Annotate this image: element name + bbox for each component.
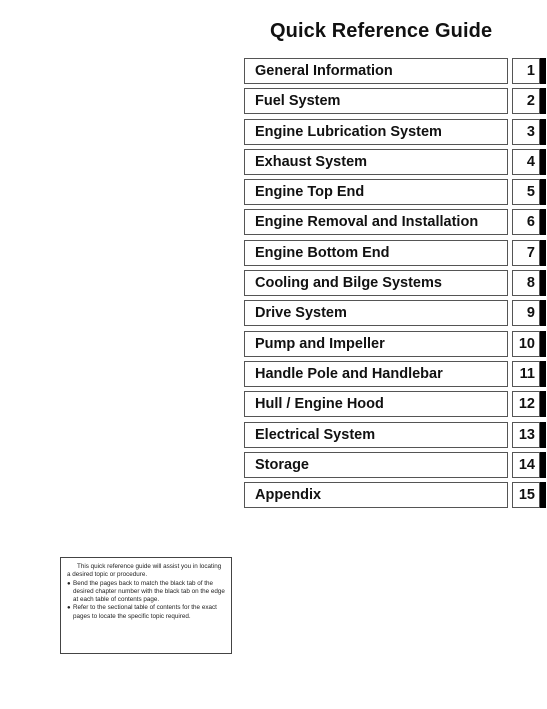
chapter-number: 9 <box>526 305 535 322</box>
black-tab-marker <box>540 270 546 296</box>
chapter-box[interactable] <box>244 149 508 175</box>
chapter-number-box <box>512 422 540 448</box>
chapter-label: Engine Removal and Installation <box>255 214 479 231</box>
chapter-number-box <box>512 300 540 326</box>
chapter-row-5[interactable] <box>244 179 547 205</box>
chapter-label: Cooling and Bilge Systems <box>255 275 442 292</box>
chapter-label: Fuel System <box>255 93 341 110</box>
chapter-number: 2 <box>526 93 535 110</box>
chapter-label: Pump and Impeller <box>255 335 385 352</box>
usage-note-bullet-text: Refer to the sectional table of contents for the exact pages to locate the specific topic required. <box>73 604 217 620</box>
chapter-box[interactable] <box>244 58 508 84</box>
chapter-label: Engine Top End <box>255 184 365 201</box>
chapter-number-box <box>512 240 540 266</box>
chapter-number-box <box>512 331 540 357</box>
bullet-icon: ● <box>67 580 71 587</box>
chapter-number: 14 <box>518 456 535 473</box>
chapter-label: Storage <box>255 456 309 473</box>
chapter-row-12[interactable] <box>244 391 547 417</box>
chapter-number-box <box>512 209 540 235</box>
chapter-number: 15 <box>518 487 535 504</box>
chapter-number-box <box>512 149 540 175</box>
chapter-number: 13 <box>518 426 535 443</box>
chapter-box[interactable] <box>244 331 508 357</box>
chapter-row-7[interactable] <box>244 240 547 266</box>
usage-note-bullet <box>67 604 225 621</box>
chapter-list <box>244 58 547 512</box>
chapter-row-10[interactable] <box>244 331 547 357</box>
chapter-number: 5 <box>526 184 535 201</box>
chapter-row-3[interactable] <box>244 119 547 145</box>
black-tab-marker <box>540 209 546 235</box>
chapter-label: Exhaust System <box>255 153 368 170</box>
chapter-box[interactable] <box>244 119 508 145</box>
chapter-number-box <box>512 361 540 387</box>
chapter-label: Appendix <box>255 487 322 504</box>
chapter-row-15[interactable] <box>244 482 547 508</box>
chapter-number-box <box>512 482 540 508</box>
black-tab-marker <box>540 452 546 478</box>
chapter-number-box <box>512 391 540 417</box>
chapter-row-8[interactable] <box>244 270 547 296</box>
chapter-box[interactable] <box>244 209 508 235</box>
chapter-box[interactable] <box>244 270 508 296</box>
chapter-number: 12 <box>518 396 535 413</box>
black-tab-marker <box>540 361 546 387</box>
chapter-row-14[interactable] <box>244 452 547 478</box>
chapter-row-13[interactable] <box>244 422 547 448</box>
chapter-number-box <box>512 88 540 114</box>
black-tab-marker <box>540 88 546 114</box>
black-tab-marker <box>540 58 546 84</box>
chapter-number: 10 <box>518 335 535 352</box>
chapter-box[interactable] <box>244 179 508 205</box>
chapter-number: 1 <box>526 63 535 79</box>
black-tab-marker <box>540 240 546 266</box>
chapter-number: 11 <box>519 365 535 382</box>
usage-note-bullet-text: Bend the pages back to match the black tab of the desired chapter number with the black tab on the edge at each table of contents page. <box>73 579 225 604</box>
chapter-label: Hull / Engine Hood <box>255 396 384 413</box>
chapter-row-4[interactable] <box>244 149 547 175</box>
chapter-label: Electrical System <box>255 426 376 443</box>
black-tab-marker <box>540 119 546 145</box>
usage-note-bullet <box>67 580 225 605</box>
chapter-number: 8 <box>526 275 535 292</box>
chapter-box[interactable] <box>244 240 508 266</box>
chapter-box[interactable] <box>244 391 508 417</box>
page-title: Quick Reference Guide <box>270 20 493 42</box>
chapter-row-11[interactable] <box>244 361 547 387</box>
chapter-box[interactable] <box>244 452 508 478</box>
chapter-label: General Information <box>255 63 393 79</box>
black-tab-marker <box>540 391 546 417</box>
chapter-row-1[interactable] <box>244 58 547 84</box>
chapter-row-2[interactable] <box>244 88 547 114</box>
chapter-number-box <box>512 452 540 478</box>
chapter-box[interactable] <box>244 482 508 508</box>
black-tab-marker <box>540 300 546 326</box>
black-tab-marker <box>540 482 546 508</box>
chapter-number-box <box>512 119 540 145</box>
chapter-number: 4 <box>526 153 535 170</box>
chapter-box[interactable] <box>244 88 508 114</box>
bullet-icon: ● <box>67 605 71 612</box>
chapter-label: Engine Lubrication System <box>255 123 442 140</box>
chapter-number: 7 <box>526 244 535 261</box>
chapter-label: Engine Bottom End <box>255 244 390 261</box>
chapter-number: 3 <box>526 123 535 140</box>
chapter-number-box <box>512 58 540 84</box>
chapter-box[interactable] <box>244 300 508 326</box>
chapter-row-9[interactable] <box>244 300 547 326</box>
chapter-box[interactable] <box>244 361 508 387</box>
chapter-row-6[interactable] <box>244 209 547 235</box>
chapter-number: 6 <box>526 214 535 231</box>
usage-note-intro: This quick reference guide will assist you in locating a desired topic or procedure. <box>67 563 222 579</box>
chapter-number-box <box>512 270 540 296</box>
black-tab-marker <box>540 179 546 205</box>
black-tab-marker <box>540 422 546 448</box>
chapter-number-box <box>512 179 540 205</box>
chapter-label: Drive System <box>255 305 347 322</box>
chapter-label: Handle Pole and Handlebar <box>255 365 443 382</box>
black-tab-marker <box>540 331 546 357</box>
usage-note-box <box>60 557 232 654</box>
chapter-box[interactable] <box>244 422 508 448</box>
black-tab-marker <box>540 149 546 175</box>
